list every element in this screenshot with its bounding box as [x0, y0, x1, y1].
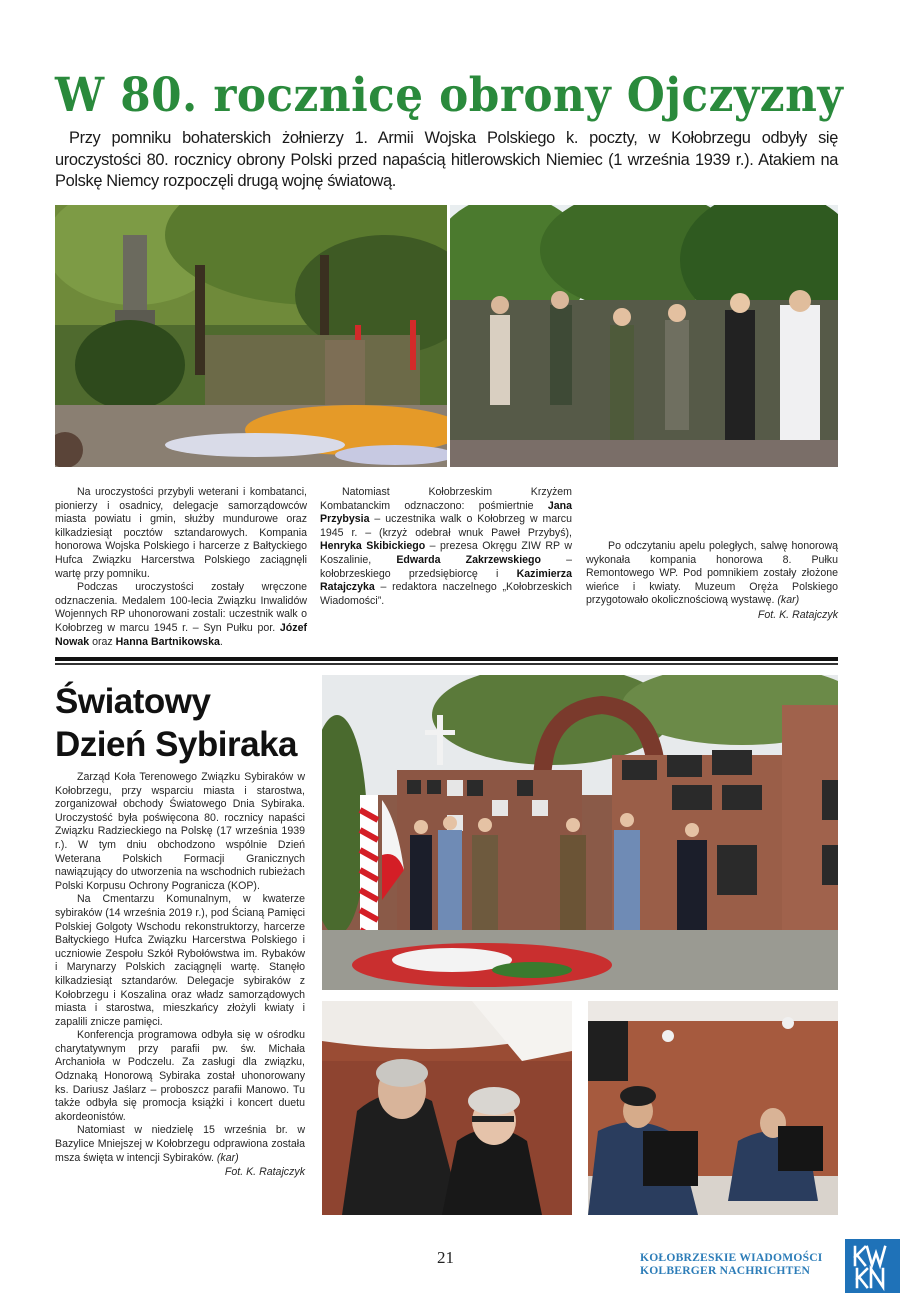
article-lead: Przy pomniku bohaterskich żołnierzy 1. Armii Wojska Polskiego k. poczty, w Kołobrzegu odbyły się uroczystości 80. rocznicy obrony Polski przed napaścią hitlerowskich Niemiec (1 września 1939 r.). Atakiem na Polskę Niemcy rozpoczęli drugą wojnę światową. [55, 129, 838, 190]
article1-paragraph [320, 486, 572, 608]
photo-crowd-scouts [450, 205, 838, 467]
honoree-name: Hanna Bartnikowska [115, 635, 220, 648]
author-signature: (kar) [216, 1151, 239, 1164]
author-signature: (kar) [777, 594, 800, 607]
text-run: Natomiast Kołobrzeskim Krzyżem Kombatanckim odznaczono: pośmiertnie [320, 486, 572, 512]
article1-paragraph [586, 540, 838, 608]
honoree-name: Henryka Skibickiego [320, 540, 426, 553]
photo-credit: Fot. K. Ratajczyk [757, 608, 838, 621]
section-divider [55, 657, 838, 661]
text-run: – redaktora naczelnego „Kołobrzeskich Wiadomości”. [320, 581, 572, 607]
article2-paragraph: Na Cmentarzu Komunalnym, w kwaterze sybiraków (14 września 2019 r.), pod Ścianą Pamięci Polskiej Golgoty Wschodu rekonstruktorzy, harcerze Bałtyckiego Hufca Związku Harcerstwa Polskiego i uczniowie Zespołu Szkół Rybołówstwa im. Rybaków i Marynarzy Polskich zaciągnęli wartę. Stanęło kilkadziesiąt sztandarów. Delegacje sybiraków z Kołobrzegu i Koszalina oraz władz samorządowych miasta i starostwa, mieszkańcy złożyli kwiaty i zapalili znicze pamięci. [55, 893, 305, 1028]
photo-accordion-duo [588, 1001, 838, 1215]
article2-body [55, 771, 305, 1180]
photo-monument-ceremony [55, 205, 447, 467]
photo-medal-award [322, 1001, 572, 1215]
text-run: – kołobrzeskiego przedsiębiorcę i [320, 553, 572, 580]
honoree-name: Edwarda Zakrzewskiego [396, 553, 541, 566]
honoree-name: Jana Przybysia [320, 499, 572, 526]
photo-memorial-wall [322, 675, 838, 990]
publication-name-polish: KOŁOBRZESKIE WIADOMOŚCI [640, 1251, 823, 1264]
publication-logo [845, 1239, 900, 1293]
honoree-name: Józef Nowak [55, 621, 307, 648]
article1-paragraph: Na uroczystości przybyli weterani i kombatanci, pionierzy i osadnicy, delegacje samorządowców miasta powiatu i gmin, służby mundurowe oraz kilkadziesiąt pocztów sztandarowych. Kompania honorowa Wojska Polskiego i harcerze z Bałtyckiego Hufca Związku Harcerstwa Polskiego zaciągnęli wartę przy pomniku. [55, 486, 307, 580]
publication-name [640, 1251, 823, 1277]
publication-name-german: KOLBERGER NACHRICHTEN [640, 1264, 811, 1277]
title-line: Światowy [55, 682, 211, 721]
article-title: W 80. rocznicę obrony Ojczyzny [55, 68, 844, 123]
page-number: 21 [437, 1248, 454, 1267]
article1-column-1 [55, 486, 307, 649]
text-run: Natomiast w niedzielę 15 września br. w Bazylice Mniejszej w Kołobrzegu odprawiona została msza święta w intencji Sybiraków. [55, 1124, 305, 1164]
article2-paragraph [55, 1124, 305, 1165]
text-run: oraz [89, 635, 116, 648]
article2-title [55, 680, 315, 766]
article1-paragraph [55, 581, 307, 649]
text-run: Podczas uroczystości zostały wręczone odznaczenia. Medalem 100-lecia Związku Inwalidów Wojennych RP uhonorowani zostali: uczestnik walk o Kołobrzeg w marcu 1945 r. – Syn Pułku por. [55, 581, 307, 634]
article2-paragraph: Zarząd Koła Terenowego Związku Sybiraków w Kołobrzegu, przy wsparciu miasta i starostwa, zorganizował obchody Światowego Dnia Sybiraka. Uroczystość była poświęcona 80. rocznicy napaści Związku Radzieckiego na Polskę (17 września 1939 r.). W tym dniu obchodzono wspólnie Dzień Weterana Polskich Formacji Granicznych nawiązujący do utworzenia na wschodnich rubieżach Polski Korpusu Ochrony Pogranicza (KOP). [55, 771, 305, 892]
article2-paragraph: Konferencja programowa odbyła się w ośrodku charytatywnym przy parafii pw. św. Michała Archanioła w Podczelu. Za zasługi dla związku, Odznaką Honorową Sybiraka został uhonorowany ks. Dariusz Jaślarz – proboszcz parafii Manowo. Tu także odbyła się promocja książki i koncert duetu akordeonistów. [55, 1029, 305, 1123]
article1-column-2 [320, 486, 572, 608]
text-run: – prezesa Okręgu ZIW RP w Koszalinie, [320, 540, 572, 566]
text-run: . [219, 635, 223, 648]
honoree-name: Kazimierza Ratajczyka [320, 567, 572, 594]
photo-credit: Fot. K. Ratajczyk [224, 1166, 305, 1179]
kwkn-monogram-icon [845, 1239, 900, 1293]
text-run: Po odczytaniu apelu poległych, salwę honorową wykonała kompania honorowa 8. Pułku Remontowego WP. Pod pomnikiem zostały złożone wieńce i kwiaty. Muzeum Oręża Polskiego przygotowało okolicznościową wystawę. [586, 540, 838, 607]
section-divider-thin [55, 663, 838, 665]
text-run: – uczestnika walk o Kołobrzeg w marcu 1945 r. – (krzyż odebrał wnuk Paweł Przybyś), [320, 513, 572, 539]
title-line: Dzień Sybiraka [55, 725, 297, 764]
article1-column-3 [586, 540, 838, 623]
